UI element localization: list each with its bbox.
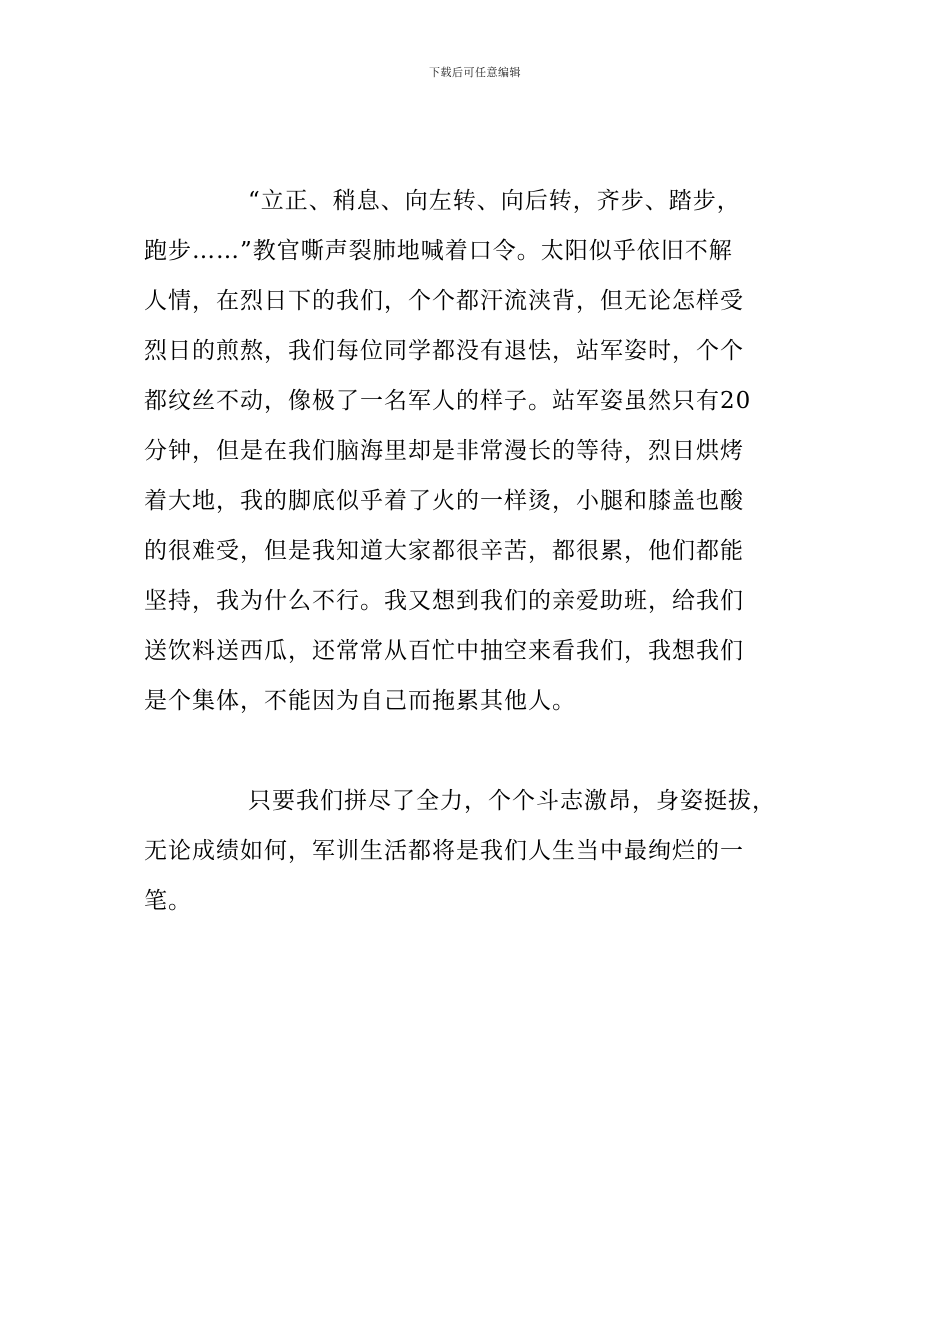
- paragraph-line: 只要我们拼尽了全力，个个斗志激昂，身姿挺拔，: [248, 788, 776, 814]
- paragraph-line: 人情，在烈日下的我们，个个都汗流浃背，但无论怎样受: [144, 288, 744, 314]
- paragraph-line: 坚持，我为什么不行。我又想到我们的亲爱助班，给我们: [144, 588, 744, 614]
- paragraph-2: [144, 776, 810, 926]
- paragraph-line: 无论成绩如何，军训生活都将是我们人生当中最绚烂的一: [144, 838, 744, 864]
- paragraph-line: 是个集体，不能因为自己而拖累其他人。: [144, 688, 576, 714]
- paragraph-line: “立正、稍息、向左转、向后转，齐步、踏步，: [248, 188, 741, 214]
- paragraph-1: [144, 176, 810, 726]
- paragraph-line: 着大地，我的脚底似乎着了火的一样烫，小腿和膝盖也酸: [144, 488, 744, 514]
- paragraph-line: 的很难受，但是我知道大家都很辛苦，都很累，他们都能: [144, 538, 744, 564]
- paragraph-line: 分钟，但是在我们脑海里却是非常漫长的等待，烈日烘烤: [144, 438, 744, 464]
- paragraph-line: 笔。: [144, 888, 192, 914]
- paragraph-line: 都纹丝不动，像极了一名军人的样子。站军姿虽然只有20: [144, 388, 752, 414]
- paragraph-line: 跑步……”教官嘶声裂肺地喊着口令。太阳似乎依旧不解: [144, 238, 733, 264]
- header-note: 下载后可任意编辑: [429, 66, 521, 79]
- paragraph-line: 烈日的煎熬，我们每位同学都没有退怯，站军姿时，个个: [144, 338, 744, 364]
- paragraph-line: 送饮料送西瓜，还常常从百忙中抽空来看我们，我想我们: [144, 638, 744, 664]
